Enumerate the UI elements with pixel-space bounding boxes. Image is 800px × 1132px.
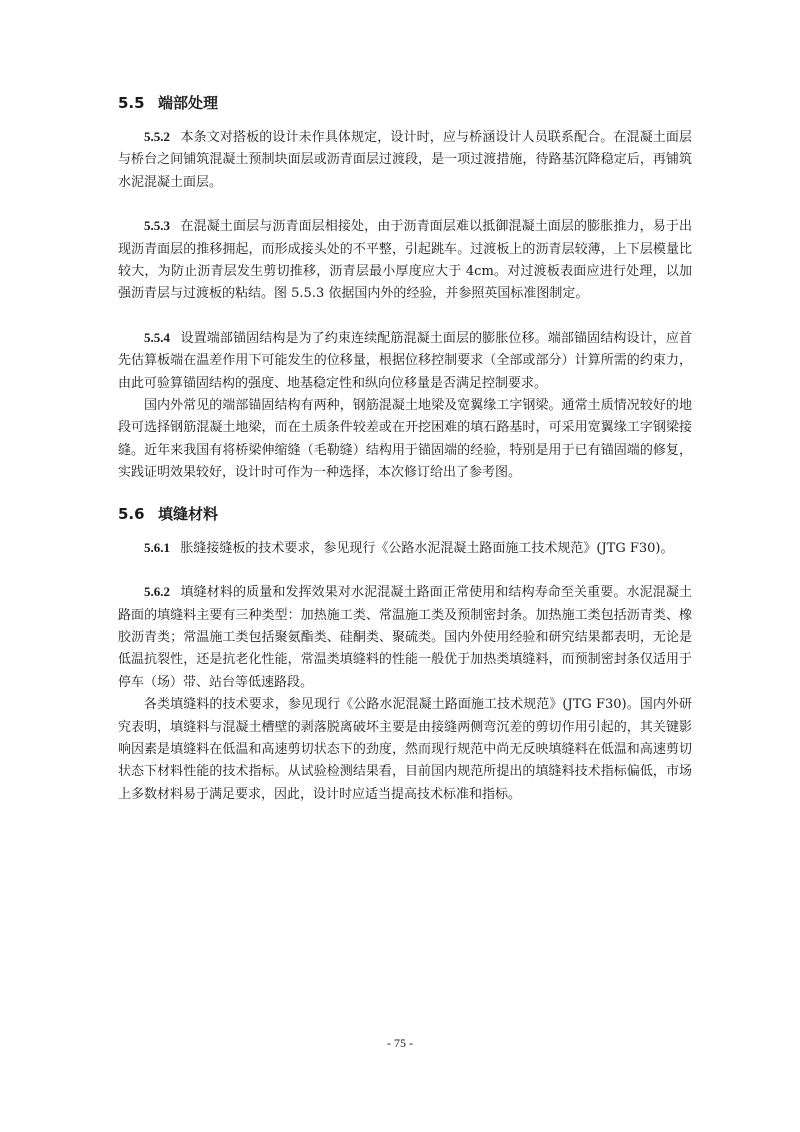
clause-5-5-3	[118, 215, 692, 306]
clause-5-6-1	[118, 537, 692, 560]
section-title: 填缝材料	[158, 504, 219, 523]
clause-text: 填缝材料的质量和发挥效果对水泥混凝土路面正常使用和结构寿命至关重要。水泥混凝土路面的填缝料主要有三种类型：加热施工类、常温施工类及预制密封条。加热施工类包括沥青类、橡胶沥青类；常温施工类包括聚氨酯类、硅酮类、聚硫类。国内外使用经验和研究结果都表明，无论是低温抗裂性，还是抗老化性能，常温类填缝料的性能一般优于加热类填缝料，而预制密封条仅适用于停车（场）带、站台等低速路段。	[118, 585, 692, 690]
clause-text: 在混凝土面层与沥青面层相接处，由于沥青面层难以抵御混凝土面层的膨胀推力，易于出现沥青面层的推移拥起，而形成接头处的不平整，引起跳车。过渡板上的沥青层较薄，上下层模量比较大，为防止沥青层发生剪切推移，沥青层最小厚度应大于 4cm。对过渡板表面应进行处理，以加强沥青层与过渡板的粘结。图 5.5.3 依据国内外的经验，并参照英国标准图制定。	[118, 219, 692, 302]
clause-number: 5.5.4	[144, 329, 170, 345]
section-heading-5-6	[118, 503, 692, 525]
clause-number: 5.6.1	[144, 539, 170, 555]
clause-5-6-2	[118, 581, 692, 694]
clause-text: 本条文对搭板的设计未作具体规定，设计时，应与桥涵设计人员联系配合。在混凝土面层与桥台之间铺筑混凝土预制块面层或沥青面层过渡段，是一项过渡措施，待路基沉降稳定后，再铺筑水泥混凝土面层。	[118, 130, 692, 190]
section-heading-5-5	[118, 92, 692, 114]
clause-text: 设置端部锚固结构是为了约束连续配筋混凝土面层的膨胀位移。端部锚固结构设计，应首先估算板端在温差作用下可能发生的位移量，根据位移控制要求（全部或部分）计算所需的约束力，由此可验算锚固结构的强度、地基稳定性和纵向位移量是否满足控制要求。	[118, 330, 692, 391]
clause-5-5-4	[118, 327, 692, 395]
clause-number: 5.5.3	[144, 218, 170, 234]
clause-5-6-2-continued: 各类填缝料的技术要求，参见现行《公路水泥混凝土路面施工技术规范》(JTG F30)。国内外研究表明，填缝料与混凝土槽壁的剥落脱离破坏主要是由接缝两侧弯沉差的剪切作用引起的，其关键影响因素是填缝料在低温和高速剪切状态下的劲度，然而现行规范中尚无反映填缝料在低温和高速剪切状态下材料性能的技术指标。从试验检测结果看，目前国内规范所提出的填缝料技术指标偏低，市场上多数材料易于满足要求，因此，设计时应适当提高技术标准和指标。	[118, 697, 692, 802]
page-number: - 75 -	[387, 1036, 413, 1050]
clause-5-5-4-continued: 国内外常见的端部锚固结构有两种，钢筋混凝土地梁及宽翼缘工字钢梁。通常土质情况较好的地段可选择钢筋混凝土地梁，而在土质条件较差或在开挖困难的填石路基时，可采用宽翼缘工字钢梁接缝。近年来我国有将桥梁伸缩缝（毛勒缝）结构用于锚固端的经验，特别是用于已有锚固端的修复，实践证明效果较好，设计时可作为一种选择，本次修订给出了参考图。	[118, 398, 692, 481]
clause-text: 胀缝接缝板的技术要求，参见现行《公路水泥混凝土路面施工技术规范》(JTG F30)。	[180, 540, 674, 556]
document-body	[118, 92, 692, 806]
clause-number: 5.5.2	[144, 129, 170, 144]
clause-5-5-2	[118, 126, 692, 194]
section-number: 5.5	[118, 94, 145, 112]
section-title: 端部处理	[158, 94, 219, 112]
section-number: 5.6	[118, 504, 145, 523]
clause-number: 5.6.2	[144, 584, 170, 600]
